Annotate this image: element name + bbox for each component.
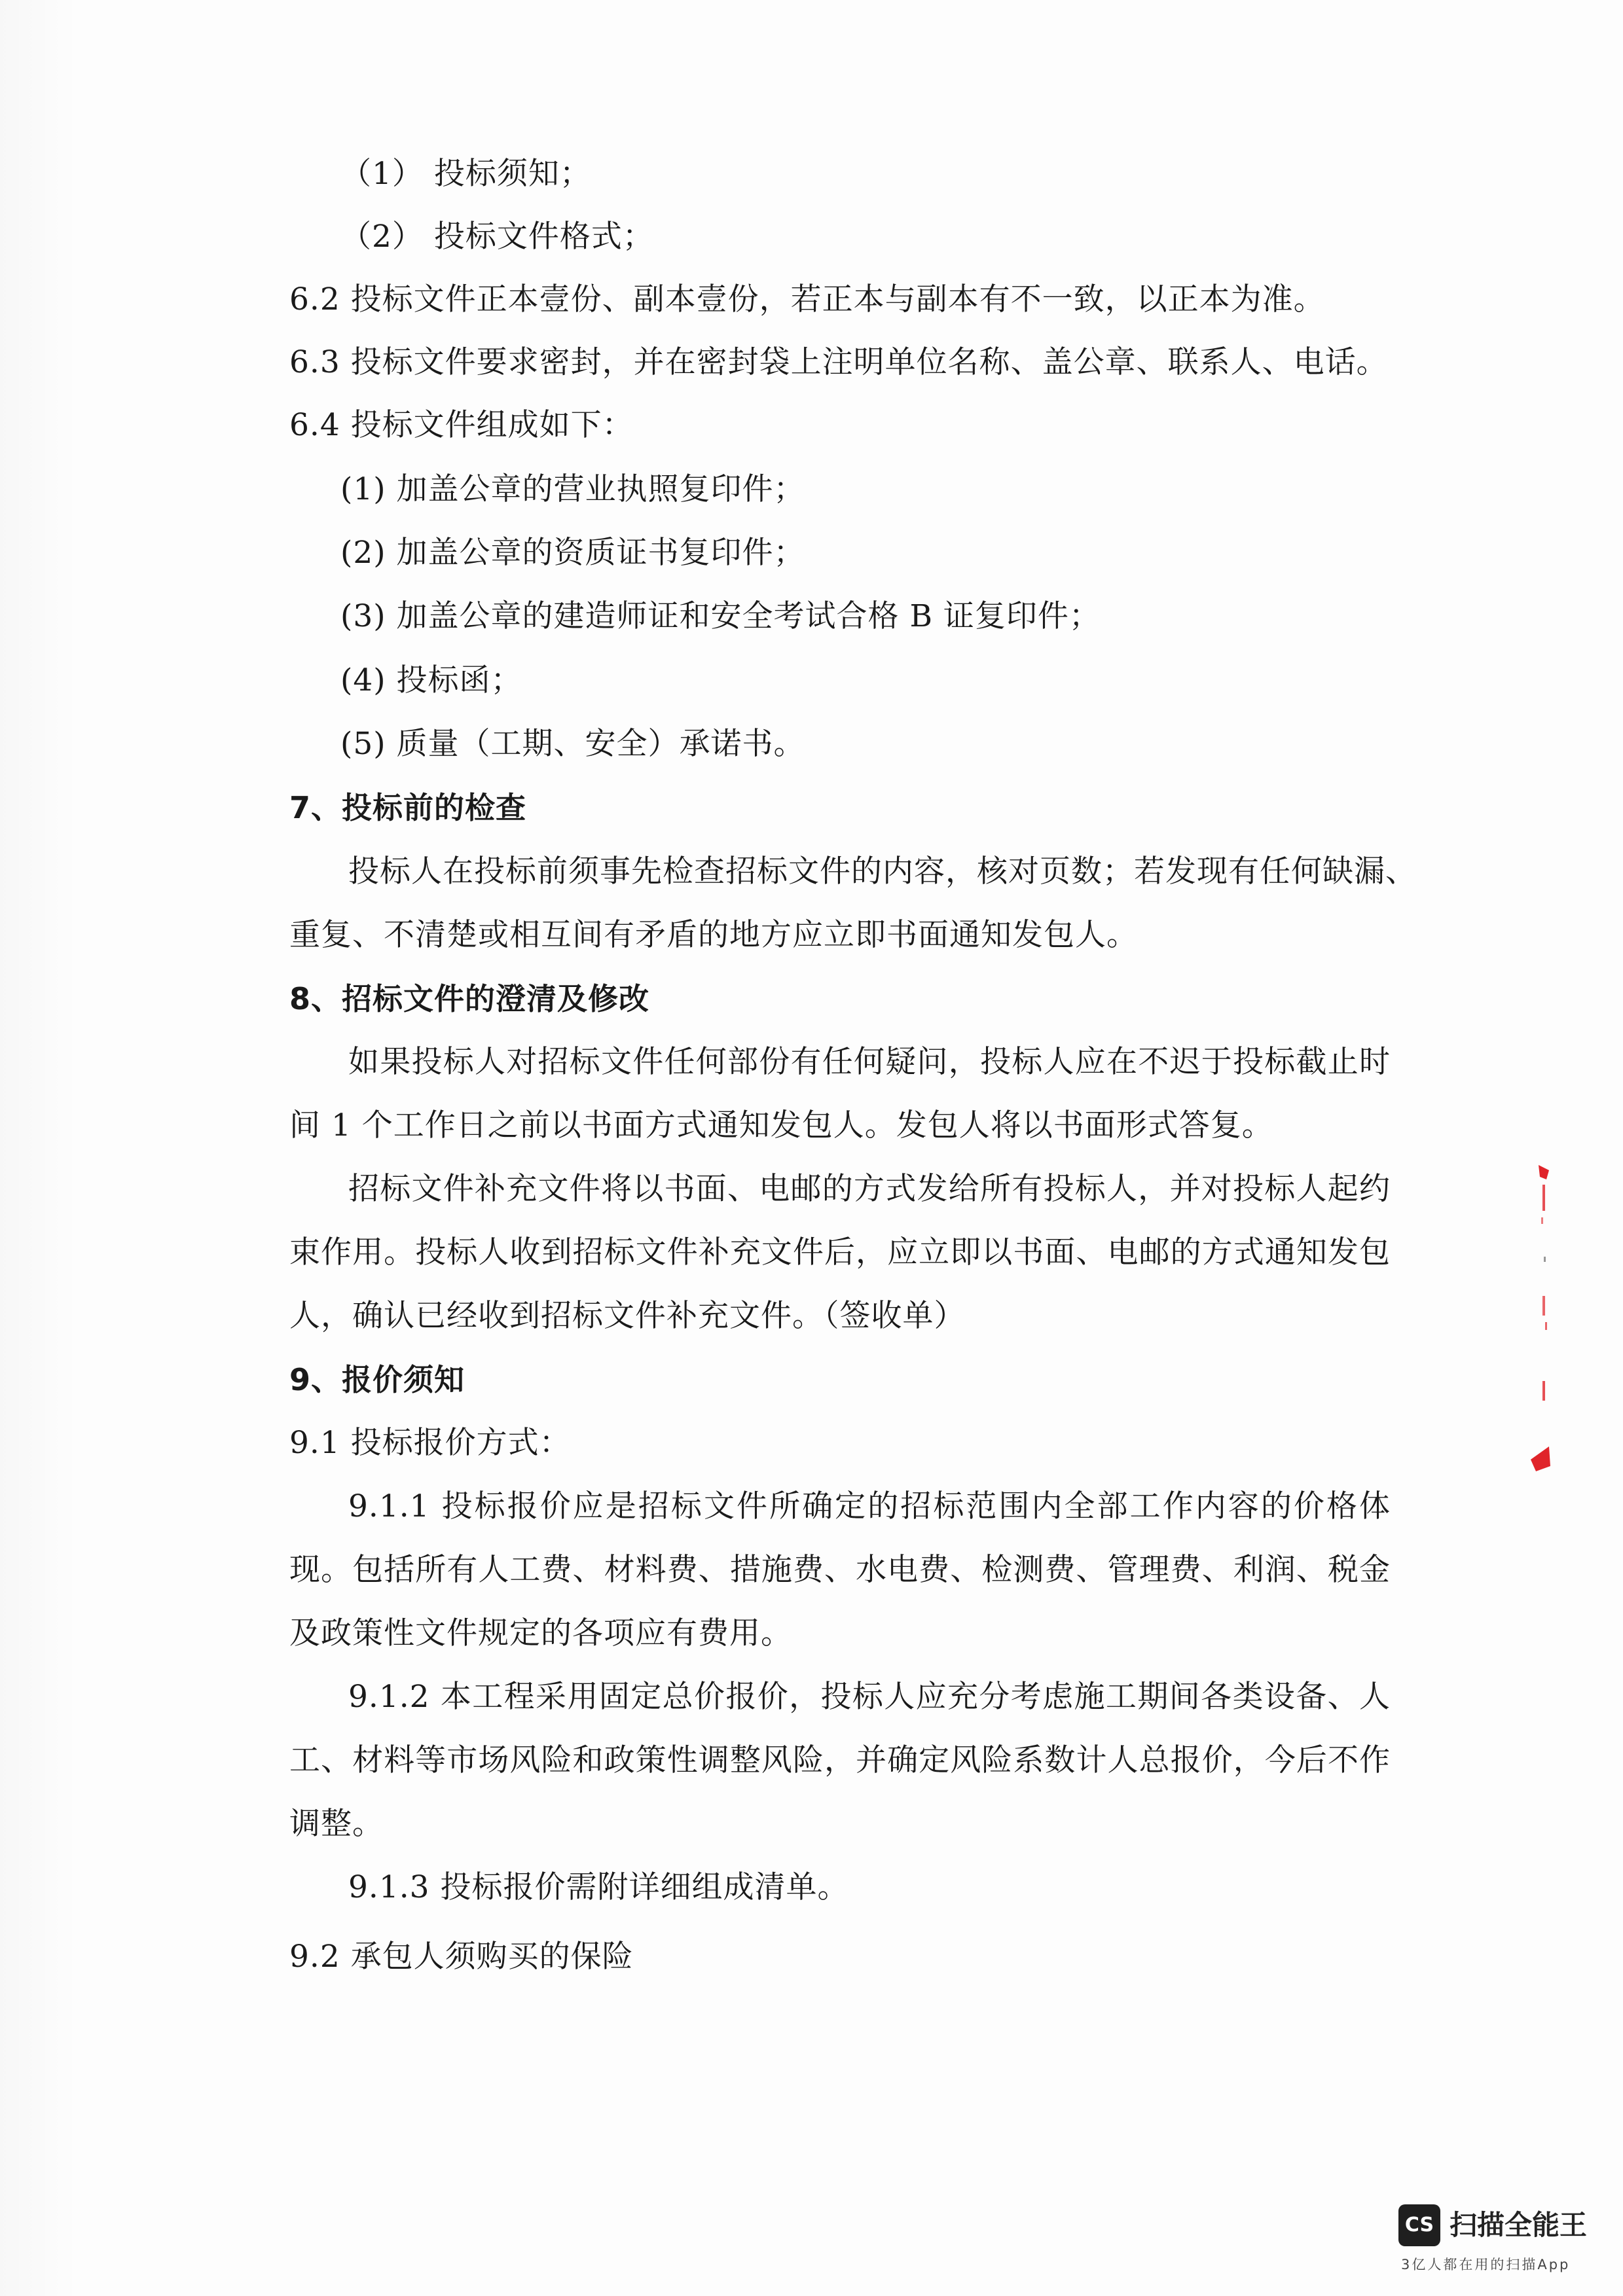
clause-6-4: 6.4 投标文件组成如下：	[289, 407, 634, 443]
clause-9-2: 9.2 承包人须购买的保险	[289, 1939, 634, 1975]
list-item-3: (3) 加盖公章的建造师证和安全考试合格 B 证复印件；	[340, 598, 1101, 634]
paragraph-line: 及政策性文件规定的各项应有费用。	[289, 1615, 792, 1651]
scan-shadow	[0, 0, 79, 2296]
clause-9-1: 9.1 投标报价方式：	[289, 1425, 571, 1461]
item-bidding-notice: （1） 投标须知；	[340, 156, 591, 192]
section-heading-7: 7、投标前的检查	[289, 790, 527, 825]
paragraph-line: 间 1 个工作日之前以书面方式通知发包人。发包人将以书面形式答复。	[289, 1107, 1273, 1143]
item-bid-format: （2） 投标文件格式；	[340, 219, 654, 255]
paragraph-line: 9.1.2 本工程采用固定总价报价，投标人应充分考虑施工期间各类设备、人	[348, 1679, 1391, 1715]
paragraph-line: 如果投标人对招标文件任何部份有任何疑问，投标人应在不迟于投标截止时	[348, 1044, 1391, 1080]
list-item-2: (2) 加盖公章的资质证书复印件；	[340, 535, 805, 571]
paragraph-line: 9.1.1 投标报价应是招标文件所确定的招标范围内全部工作内容的价格体	[348, 1488, 1391, 1524]
clause-9-1-3: 9.1.3 投标报价需附详细组成清单。	[348, 1869, 849, 1905]
paragraph-line: 束作用。投标人收到招标文件补充文件后，应立即以书面、电邮的方式通知发包	[289, 1234, 1391, 1270]
paragraph-line: 人，确认已经收到招标文件补充文件。（签收单）	[289, 1298, 966, 1334]
list-item-4: (4) 投标函；	[340, 662, 522, 698]
paragraph-line: 重复、不清楚或相互间有矛盾的地方应立即书面通知发包人。	[289, 917, 1138, 953]
clause-6-3: 6.3 投标文件要求密封，并在密封袋上注明单位名称、盖公章、联系人、电话。	[289, 344, 1388, 380]
list-item-5: (5) 质量（工期、安全）承诺书。	[340, 726, 805, 762]
seal-stamp-fragment	[1527, 1165, 1553, 1473]
clause-6-2: 6.2 投标文件正本壹份、副本壹份，若正本与副本有不一致，以正本为准。	[289, 281, 1325, 317]
section-heading-8: 8、招标文件的澄清及修改	[289, 981, 650, 1016]
scanner-watermark	[1398, 2204, 1608, 2276]
camscanner-logo-icon: CS	[1398, 2204, 1440, 2246]
paragraph-line: 工、材料等市场风险和政策性调整风险，并确定风险系数计人总报价，今后不作	[289, 1742, 1391, 1778]
paragraph-line: 调整。	[289, 1806, 384, 1842]
paragraph-line: 投标人在投标前须事先检查招标文件的内容，核对页数；若发现有任何缺漏、	[348, 853, 1417, 889]
watermark-subtitle: 3亿人都在用的扫描App	[1401, 2257, 1571, 2272]
list-item-1: (1) 加盖公章的营业执照复印件；	[340, 471, 805, 507]
paragraph-line: 现。包括所有人工费、材料费、措施费、水电费、检测费、管理费、利润、税金	[289, 1552, 1391, 1588]
watermark-title: 扫描全能王	[1450, 2209, 1588, 2241]
paragraph-line: 招标文件补充文件将以书面、电邮的方式发给所有投标人，并对投标人起约	[348, 1171, 1391, 1207]
section-heading-9: 9、报价须知	[289, 1362, 465, 1397]
